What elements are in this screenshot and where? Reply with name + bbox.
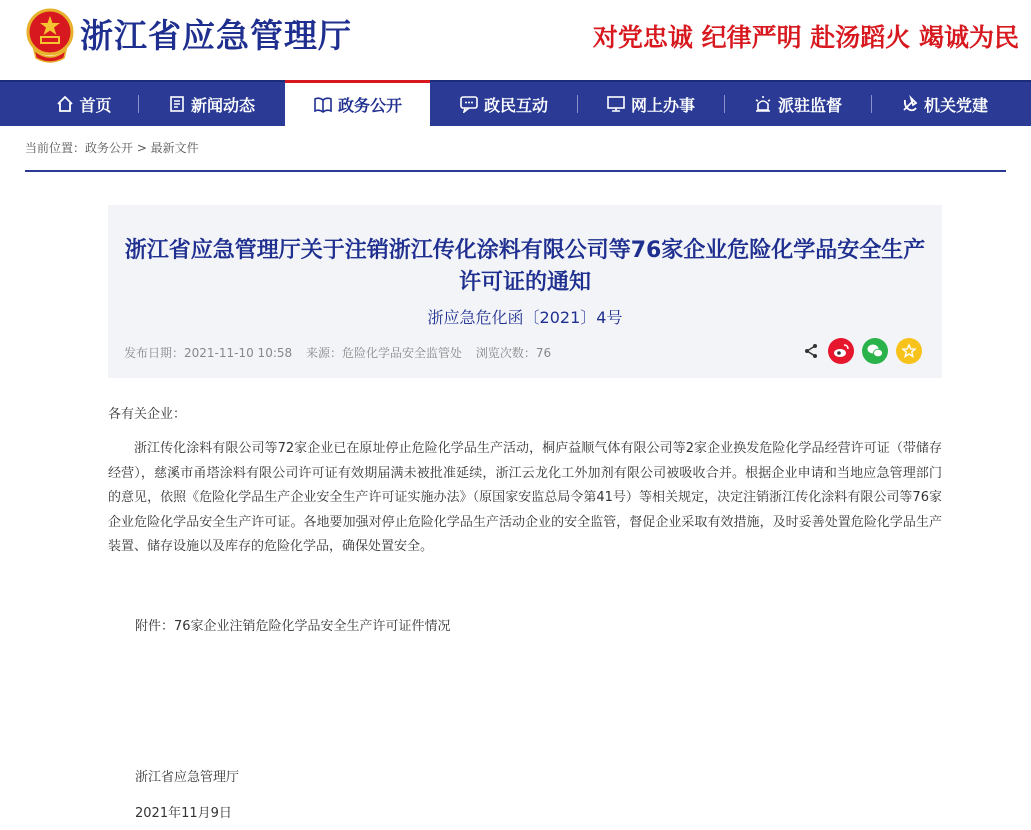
salutation: 各有关企业： (108, 407, 187, 422)
slogan: 对党忠诚 纪律严明 赴汤蹈火 竭诚为民 (592, 23, 1019, 52)
body-paragraph: 浙江传化涂料有限公司等72家企业已在原址停止危险化学品生产活动，桐庐益顺气体有限公司等2家企业换发危险化学品经营许可证（带储存经营），慈溪市甬塔涂料有限公司许可证有效期届满未被批准延续，浙江云龙化工外加剂有限公司被吸收合并。根据企业申请和当地应急管理部门的意见，依照《危险化学品生产企业安全生产许可证实施办法》（原国家安监总局令第41号）等相关规定，决定注销浙江传化涂料有限公司等76家企业危险化学品安全生产许可证。各地要加强对停止危险化学品生产活动企业的安全监管，督促企业采取有效措施，及时妥善处置危险化学品生产装置、储存设施以及库存的危险化学品，确保处置安全。 (108, 441, 942, 554)
main-nav (0, 80, 1031, 126)
share-bar (794, 338, 922, 364)
national-emblem-icon[interactable] (26, 8, 74, 64)
divider (25, 170, 1006, 172)
breadcrumb[interactable]: 当前位置：政务公开 > 最新文件 (25, 141, 199, 155)
nav-label: 机关党建 (923, 95, 988, 115)
nav-label: 网上办事 (630, 95, 695, 115)
book-icon (313, 96, 333, 114)
nav-label: 政务公开 (337, 96, 402, 115)
signer: 浙江省应急管理厅 (135, 770, 240, 785)
nav-item-party[interactable] (872, 82, 1017, 126)
nav-item-news[interactable] (139, 82, 284, 126)
monitor-icon (606, 95, 626, 113)
view-count: 浏览次数：76 (475, 346, 552, 360)
nav-item-gov-affairs[interactable] (285, 80, 430, 126)
article-meta (124, 344, 561, 361)
home-icon (56, 95, 74, 113)
attachment-link[interactable]: 附件：76家企业注销危险化学品安全生产许可证件情况 (135, 619, 451, 634)
nav-item-interaction[interactable] (431, 82, 576, 126)
nav-label: 新闻动态 (190, 95, 255, 115)
nav-item-supervision[interactable] (725, 82, 870, 126)
nav-label: 派驻监督 (777, 95, 842, 115)
chat-icon (459, 95, 479, 113)
document-number: 浙应急危化函〔2021〕4号 (427, 308, 623, 327)
source: 来源：危险化学品安全监管处 (305, 346, 462, 360)
issue-date: 2021年11月9日 (135, 806, 232, 821)
article-header (108, 205, 942, 378)
supervision-icon (753, 95, 773, 113)
favorite-icon[interactable] (896, 338, 922, 364)
site-header (0, 0, 1031, 80)
share-icon[interactable] (802, 342, 820, 360)
nav-item-home[interactable] (30, 82, 138, 126)
party-icon (901, 95, 919, 113)
nav-label: 政民互动 (483, 95, 548, 115)
site-name[interactable]: 浙江省应急管理厅 (80, 16, 352, 55)
wechat-icon[interactable] (862, 338, 888, 364)
nav-label: 首页 (79, 95, 112, 115)
weibo-icon[interactable] (828, 338, 854, 364)
publish-date: 发布日期：2021-11-10 10:58 (124, 346, 293, 360)
page-title: 浙江省应急管理厅关于注销浙江传化涂料有限公司等76家企业危险化学品安全生产许可证的通知 (124, 238, 926, 295)
nav-item-online-service[interactable] (578, 82, 723, 126)
news-icon (168, 95, 186, 113)
